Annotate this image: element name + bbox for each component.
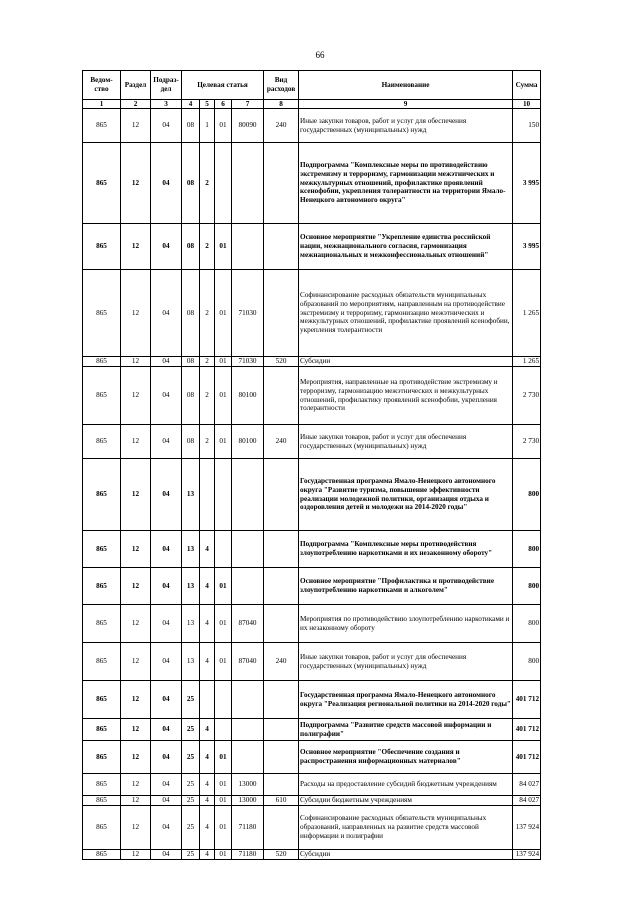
subsection-cell: 04 <box>151 224 182 270</box>
target-program-cell: 13 <box>182 531 200 568</box>
target-subprogram-cell: 2 <box>200 357 215 367</box>
target-subprogram-cell: 4 <box>200 605 215 643</box>
section-cell: 12 <box>121 109 151 143</box>
target-event-cell: 01 <box>215 357 232 367</box>
subsection-cell: 04 <box>151 719 182 741</box>
name-cell: Иные закупки товаров, работ и услуг для обеспечения государственных (муниципальных) нужд <box>299 425 513 459</box>
expense-type-cell <box>264 224 299 270</box>
table-row <box>83 774 541 796</box>
target-subprogram-cell: 2 <box>200 224 215 270</box>
table-row <box>83 425 541 459</box>
sum-cell: 137 924 <box>513 806 541 850</box>
table-row <box>83 796 541 806</box>
ministry-cell: 865 <box>83 459 121 531</box>
sum-cell: 3 995 <box>513 143 541 224</box>
sum-cell: 84 027 <box>513 774 541 796</box>
section-cell: 12 <box>121 806 151 850</box>
target-event-cell: 01 <box>215 806 232 850</box>
subsection-cell: 04 <box>151 643 182 681</box>
expense-type-cell <box>264 531 299 568</box>
name-cell: Государственная программа Ямало-Ненецкого автономного округа "Развитие туризма, повышение эффективности реализации молодежной политики, организация отдыха и оздоровления детей и молодежи на 2014-2020 годы" <box>299 459 513 531</box>
header-target: Целевая статья <box>182 71 264 100</box>
header-ministry: Ведом-ство <box>83 71 121 100</box>
expense-type-cell <box>264 719 299 741</box>
target-program-cell: 13 <box>182 605 200 643</box>
ministry-cell: 865 <box>83 850 121 860</box>
target-program-cell: 25 <box>182 806 200 850</box>
target-program-cell: 13 <box>182 568 200 605</box>
sum-cell: 84 027 <box>513 796 541 806</box>
target-code-cell: 87040 <box>232 605 264 643</box>
target-program-cell: 25 <box>182 774 200 796</box>
subsection-cell: 04 <box>151 741 182 774</box>
section-cell: 12 <box>121 459 151 531</box>
target-event-cell: 01 <box>215 605 232 643</box>
column-number: 9 <box>299 100 513 109</box>
target-program-cell: 08 <box>182 224 200 270</box>
name-cell: Мероприятия по противодействию злоупотреблению наркотиками и их незаконному обороту <box>299 605 513 643</box>
expense-type-cell <box>264 367 299 425</box>
name-cell: Софинансирование расходных обязательств муниципальных образований по мероприятиям, направленным на противодействие экстремизму и терроризму, гармонизацию межэтнических и межкультурных отношений, профилактике проявлений ксенофобии, укрепления толерантности <box>299 270 513 357</box>
target-event-cell: 01 <box>215 796 232 806</box>
expense-type-cell <box>264 270 299 357</box>
target-subprogram-cell: 4 <box>200 741 215 774</box>
target-code-cell: 87040 <box>232 643 264 681</box>
header-row <box>83 71 541 100</box>
name-cell: Подпрограмма "Комплексные меры по противодействию экстремизму и терроризму, гармонизации межэтнических и межкультурных отношений, профилактике проявлений ксенофобии, укрепления толерантности на территории Ямало-Ненецкого автономного округа" <box>299 143 513 224</box>
expense-type-cell: 520 <box>264 850 299 860</box>
target-code-cell <box>232 143 264 224</box>
target-code-cell: 71180 <box>232 850 264 860</box>
column-number: 2 <box>121 100 151 109</box>
ministry-cell: 865 <box>83 681 121 719</box>
subsection-cell: 04 <box>151 796 182 806</box>
target-subprogram-cell: 4 <box>200 796 215 806</box>
target-code-cell: 71030 <box>232 270 264 357</box>
table-row <box>83 605 541 643</box>
target-code-cell: 13000 <box>232 774 264 796</box>
section-cell: 12 <box>121 741 151 774</box>
sum-cell: 3 995 <box>513 224 541 270</box>
target-subprogram-cell: 2 <box>200 367 215 425</box>
target-subprogram-cell: 4 <box>200 806 215 850</box>
name-cell: Мероприятия, направленные на противодействие экстремизму и терроризму, гармонизацию межэтнических и межкультурных отношений, профилактику проявлений ксенофобии, укрепления толерантности <box>299 367 513 425</box>
expense-type-cell <box>264 459 299 531</box>
section-cell: 12 <box>121 224 151 270</box>
sum-cell: 800 <box>513 459 541 531</box>
table-row <box>83 270 541 357</box>
column-number: 3 <box>151 100 182 109</box>
table-row <box>83 681 541 719</box>
table-row <box>83 531 541 568</box>
target-event-cell <box>215 681 232 719</box>
section-cell: 12 <box>121 143 151 224</box>
sum-cell: 800 <box>513 605 541 643</box>
column-number: 6 <box>215 100 232 109</box>
target-event-cell <box>215 531 232 568</box>
name-cell: Иные закупки товаров, работ и услуг для обеспечения государственных (муниципальных) нужд <box>299 643 513 681</box>
sum-cell: 401 712 <box>513 681 541 719</box>
ministry-cell: 865 <box>83 109 121 143</box>
section-cell: 12 <box>121 568 151 605</box>
column-number: 7 <box>232 100 264 109</box>
target-subprogram-cell: 4 <box>200 643 215 681</box>
target-subprogram-cell: 4 <box>200 719 215 741</box>
target-program-cell: 13 <box>182 643 200 681</box>
target-subprogram-cell: 4 <box>200 568 215 605</box>
sum-cell: 800 <box>513 643 541 681</box>
table-row <box>83 459 541 531</box>
ministry-cell: 865 <box>83 357 121 367</box>
subsection-cell: 04 <box>151 143 182 224</box>
name-cell: Основное мероприятие "Обеспечение создания и распространения информационных материалов" <box>299 741 513 774</box>
ministry-cell: 865 <box>83 224 121 270</box>
section-cell: 12 <box>121 796 151 806</box>
name-cell: Расходы на предоставление субсидий бюджетным учреждениям <box>299 774 513 796</box>
table-body <box>83 109 541 860</box>
target-code-cell: 71180 <box>232 806 264 850</box>
sum-cell: 800 <box>513 568 541 605</box>
ministry-cell: 865 <box>83 796 121 806</box>
target-code-cell: 71030 <box>232 357 264 367</box>
subsection-cell: 04 <box>151 109 182 143</box>
sum-cell: 1 265 <box>513 357 541 367</box>
expense-type-cell <box>264 143 299 224</box>
header-expense-type: Вид расходов <box>264 71 299 100</box>
table-row <box>83 357 541 367</box>
section-cell: 12 <box>121 270 151 357</box>
subsection-cell: 04 <box>151 568 182 605</box>
header-sum: Сумма <box>513 71 541 100</box>
table-row <box>83 643 541 681</box>
target-event-cell <box>215 459 232 531</box>
section-cell: 12 <box>121 850 151 860</box>
target-subprogram-cell <box>200 681 215 719</box>
target-code-cell <box>232 681 264 719</box>
section-cell: 12 <box>121 367 151 425</box>
ministry-cell: 865 <box>83 741 121 774</box>
target-code-cell: 13000 <box>232 796 264 806</box>
target-event-cell: 01 <box>215 367 232 425</box>
header-subsection: Подраз-дел <box>151 71 182 100</box>
target-event-cell <box>215 143 232 224</box>
target-program-cell: 08 <box>182 143 200 224</box>
name-cell: Подпрограмма "Развитие средств массовой информации и полиграфии" <box>299 719 513 741</box>
header-name: Наименование <box>299 71 513 100</box>
target-program-cell: 08 <box>182 367 200 425</box>
section-cell: 12 <box>121 643 151 681</box>
table-row <box>83 741 541 774</box>
table-row <box>83 367 541 425</box>
target-code-cell <box>232 568 264 605</box>
sum-cell: 1 265 <box>513 270 541 357</box>
subsection-cell: 04 <box>151 681 182 719</box>
target-program-cell: 08 <box>182 425 200 459</box>
target-program-cell: 08 <box>182 270 200 357</box>
table-row <box>83 568 541 605</box>
sum-cell: 150 <box>513 109 541 143</box>
target-event-cell: 01 <box>215 774 232 796</box>
column-number: 5 <box>200 100 215 109</box>
table-row <box>83 719 541 741</box>
sum-cell: 137 924 <box>513 850 541 860</box>
target-subprogram-cell: 4 <box>200 774 215 796</box>
expense-type-cell <box>264 681 299 719</box>
target-event-cell: 01 <box>215 741 232 774</box>
subsection-cell: 04 <box>151 425 182 459</box>
sum-cell: 800 <box>513 531 541 568</box>
table-row <box>83 806 541 850</box>
table-row <box>83 224 541 270</box>
header-section: Раздел <box>121 71 151 100</box>
target-code-cell <box>232 719 264 741</box>
sum-cell: 401 712 <box>513 719 541 741</box>
subsection-cell: 04 <box>151 850 182 860</box>
name-cell: Софинансирование расходных обязательств муниципальных образований, направленных на развитие средств массовой информации и полиграфии <box>299 806 513 850</box>
expense-type-cell <box>264 806 299 850</box>
target-program-cell: 13 <box>182 459 200 531</box>
target-subprogram-cell: 2 <box>200 425 215 459</box>
column-number: 8 <box>264 100 299 109</box>
sum-cell: 2 730 <box>513 425 541 459</box>
target-program-cell: 25 <box>182 796 200 806</box>
sum-cell: 2 730 <box>513 367 541 425</box>
ministry-cell: 865 <box>83 270 121 357</box>
expense-type-cell: 240 <box>264 109 299 143</box>
target-subprogram-cell <box>200 459 215 531</box>
name-cell: Государственная программа Ямало-Ненецкого автономного округа "Реализация региональной политики на 2014-2020 годы" <box>299 681 513 719</box>
column-number: 1 <box>83 100 121 109</box>
target-event-cell: 01 <box>215 643 232 681</box>
expense-type-cell: 240 <box>264 425 299 459</box>
target-program-cell: 25 <box>182 681 200 719</box>
expense-type-cell <box>264 741 299 774</box>
target-subprogram-cell: 2 <box>200 143 215 224</box>
target-program-cell: 08 <box>182 357 200 367</box>
expense-type-cell: 520 <box>264 357 299 367</box>
target-program-cell: 25 <box>182 741 200 774</box>
expense-type-cell: 240 <box>264 643 299 681</box>
target-code-cell <box>232 741 264 774</box>
target-code-cell <box>232 531 264 568</box>
budget-table <box>82 70 541 860</box>
target-event-cell: 01 <box>215 568 232 605</box>
target-program-cell: 25 <box>182 719 200 741</box>
expense-type-cell <box>264 605 299 643</box>
name-cell: Субсидии <box>299 357 513 367</box>
table-row <box>83 109 541 143</box>
target-event-cell: 01 <box>215 850 232 860</box>
name-cell: Субсидии <box>299 850 513 860</box>
target-program-cell: 08 <box>182 109 200 143</box>
section-cell: 12 <box>121 531 151 568</box>
subsection-cell: 04 <box>151 774 182 796</box>
target-code-cell: 80090 <box>232 109 264 143</box>
name-cell: Иные закупки товаров, работ и услуг для обеспечения государственных (муниципальных) нужд <box>299 109 513 143</box>
subsection-cell: 04 <box>151 531 182 568</box>
ministry-cell: 865 <box>83 531 121 568</box>
table-row <box>83 143 541 224</box>
target-event-cell: 01 <box>215 224 232 270</box>
ministry-cell: 865 <box>83 806 121 850</box>
target-code-cell <box>232 224 264 270</box>
subsection-cell: 04 <box>151 459 182 531</box>
ministry-cell: 865 <box>83 643 121 681</box>
expense-type-cell <box>264 568 299 605</box>
target-event-cell: 01 <box>215 425 232 459</box>
ministry-cell: 865 <box>83 143 121 224</box>
sum-cell: 401 712 <box>513 741 541 774</box>
subsection-cell: 04 <box>151 605 182 643</box>
target-code-cell: 80100 <box>232 425 264 459</box>
target-program-cell: 25 <box>182 850 200 860</box>
column-number-row <box>83 100 541 109</box>
target-code-cell: 80100 <box>232 367 264 425</box>
name-cell: Основное мероприятие "Укрепление единства российской нации, межнационального согласия, гармонизация межнациональных и межконфессиональных отношений" <box>299 224 513 270</box>
target-event-cell <box>215 719 232 741</box>
expense-type-cell <box>264 774 299 796</box>
target-subprogram-cell: 2 <box>200 270 215 357</box>
section-cell: 12 <box>121 605 151 643</box>
ministry-cell: 865 <box>83 719 121 741</box>
ministry-cell: 865 <box>83 367 121 425</box>
page-number: 66 <box>315 50 325 60</box>
target-event-cell: 01 <box>215 109 232 143</box>
section-cell: 12 <box>121 357 151 367</box>
name-cell: Основное мероприятие "Профилактика и противодействие злоупотреблению наркотиками и алкоголем" <box>299 568 513 605</box>
section-cell: 12 <box>121 425 151 459</box>
target-code-cell <box>232 459 264 531</box>
ministry-cell: 865 <box>83 425 121 459</box>
ministry-cell: 865 <box>83 774 121 796</box>
subsection-cell: 04 <box>151 270 182 357</box>
section-cell: 12 <box>121 719 151 741</box>
target-event-cell: 01 <box>215 270 232 357</box>
subsection-cell: 04 <box>151 367 182 425</box>
section-cell: 12 <box>121 774 151 796</box>
name-cell: Субсидии бюджетным учреждениям <box>299 796 513 806</box>
target-subprogram-cell: 1 <box>200 109 215 143</box>
target-subprogram-cell: 4 <box>200 531 215 568</box>
column-number: 4 <box>182 100 200 109</box>
ministry-cell: 865 <box>83 605 121 643</box>
expense-type-cell: 610 <box>264 796 299 806</box>
column-number: 10 <box>513 100 541 109</box>
subsection-cell: 04 <box>151 357 182 367</box>
name-cell: Подпрограмма "Комплексные меры противодействия злоупотреблению наркотиками и их незаконному обороту" <box>299 531 513 568</box>
target-subprogram-cell: 4 <box>200 850 215 860</box>
table-row <box>83 850 541 860</box>
ministry-cell: 865 <box>83 568 121 605</box>
section-cell: 12 <box>121 681 151 719</box>
subsection-cell: 04 <box>151 806 182 850</box>
